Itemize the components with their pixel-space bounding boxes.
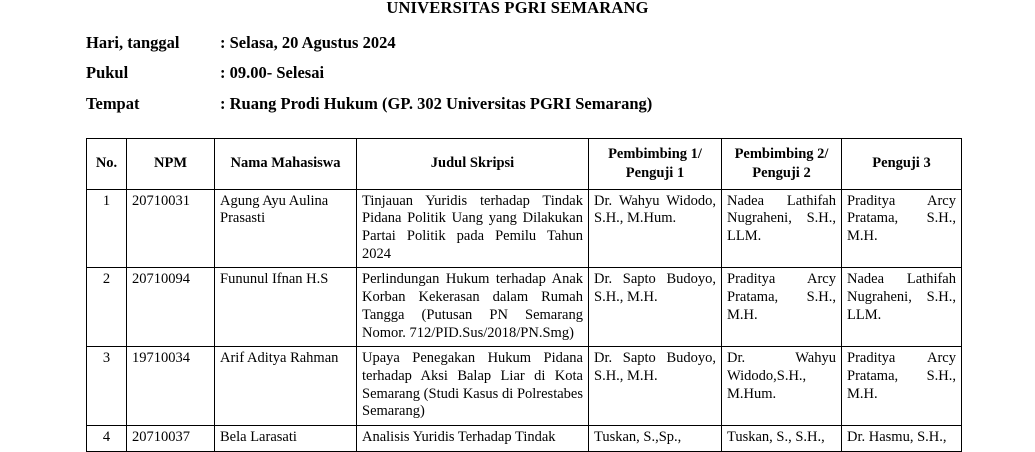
column-header-pembimbing-1-line2: Penguji 1 <box>625 164 685 181</box>
cell-nama: Fununul Ifnan H.S <box>215 268 357 347</box>
cell-no: 2 <box>87 268 127 347</box>
cell-pembimbing-2: Dr. Wahyu Widodo,S.H., M.Hum. <box>722 347 842 426</box>
column-header-pembimbing-2-line2: Penguji 2 <box>752 164 811 181</box>
table-row <box>87 268 962 347</box>
cell-penguji-3: Dr. Hasmu, S.H., <box>842 425 962 451</box>
cell-nama: Arif Aditya Rahman <box>215 347 357 426</box>
meta-label-hari-tanggal: Hari, tanggal <box>86 32 180 52</box>
cell-npm: 20710031 <box>127 189 215 268</box>
cell-npm: 20710037 <box>127 425 215 451</box>
cell-no: 4 <box>87 425 127 451</box>
column-header-no: No. <box>87 139 127 190</box>
table-row <box>87 425 962 451</box>
cell-pembimbing-1: Tuskan, S.,Sp., <box>589 425 722 451</box>
column-header-pembimbing-2 <box>722 139 842 190</box>
meta-row-hari-tanggal <box>86 32 1035 52</box>
meta-value-tempat: : Ruang Prodi Hukum (GP. 302 Universitas PGRI Semarang) <box>220 93 653 113</box>
column-header-penguji-3: Penguji 3 <box>842 139 962 190</box>
cell-judul: Perlindungan Hukum terhadap Anak Korban Kekerasan dalam Rumah Tangga (Putusan PN Semarang Nomor. 712/PID.Sus/2018/PN.Smg) <box>357 268 589 347</box>
cell-judul: Tinjauan Yuridis terhadap Tindak Pidana Politik Uang yang Dilakukan Partai Politik pada Pemilu Tahun 2024 <box>357 189 589 268</box>
meta-row-pukul <box>86 65 1035 82</box>
cell-nama: Bela Larasati <box>215 425 357 451</box>
column-header-npm: NPM <box>127 139 215 190</box>
cell-pembimbing-2: Praditya Arcy Pratama, S.H., M.H. <box>722 268 842 347</box>
meta-row-tempat <box>86 93 1035 113</box>
meta-value-pukul: : 09.00- Selesai <box>220 63 325 82</box>
cell-no: 3 <box>87 347 127 426</box>
cell-no: 1 <box>87 189 127 268</box>
cell-nama: Agung Ayu Aulina Prasasti <box>215 189 357 268</box>
cell-pembimbing-2: Nadea Lathifah Nugraheni, S.H., LLM. <box>722 189 842 268</box>
table-row <box>87 189 962 268</box>
column-header-pembimbing-1-line1: Pembimbing 1/ <box>608 146 702 162</box>
cell-npm: 20710094 <box>127 268 215 347</box>
cell-pembimbing-1: Dr. Wahyu Widodo, S.H., M.Hum. <box>589 189 722 268</box>
meta-value-hari-tanggal: : Selasa, 20 Agustus 2024 <box>220 32 396 52</box>
table-header-row <box>87 139 962 190</box>
column-header-pembimbing-1 <box>589 139 722 190</box>
page-title: UNIVERSITAS PGRI SEMARANG <box>386 0 649 17</box>
cell-penguji-3: Nadea Lathifah Nugraheni, S.H., LLM. <box>842 268 962 347</box>
meta-block <box>0 32 1035 113</box>
cell-pembimbing-1: Dr. Sapto Budoyo, S.H., M.H. <box>589 268 722 347</box>
cell-penguji-3: Praditya Arcy Pratama, S.H., M.H. <box>842 189 962 268</box>
cell-pembimbing-1: Dr. Sapto Budoyo, S.H., M.H. <box>589 347 722 426</box>
cell-judul: Analisis Yuridis Terhadap Tindak <box>357 425 589 451</box>
cell-judul: Upaya Penegakan Hukum Pidana terhadap Aksi Balap Liar di Kota Semarang (Studi Kasus di Polrestabes Semarang) <box>357 347 589 426</box>
cell-npm: 19710034 <box>127 347 215 426</box>
meta-label-tempat: Tempat <box>86 93 140 113</box>
meta-label-pukul: Pukul <box>86 63 129 82</box>
cell-penguji-3: Praditya Arcy Pratama, S.H., M.H. <box>842 347 962 426</box>
schedule-table <box>86 138 962 452</box>
column-header-nama-mahasiswa: Nama Mahasiswa <box>215 139 357 190</box>
cell-pembimbing-2: Tuskan, S., S.H., <box>722 425 842 451</box>
column-header-judul-skripsi: Judul Skripsi <box>357 139 589 190</box>
table-row <box>87 347 962 426</box>
column-header-pembimbing-2-line1: Pembimbing 2/ <box>734 146 829 162</box>
